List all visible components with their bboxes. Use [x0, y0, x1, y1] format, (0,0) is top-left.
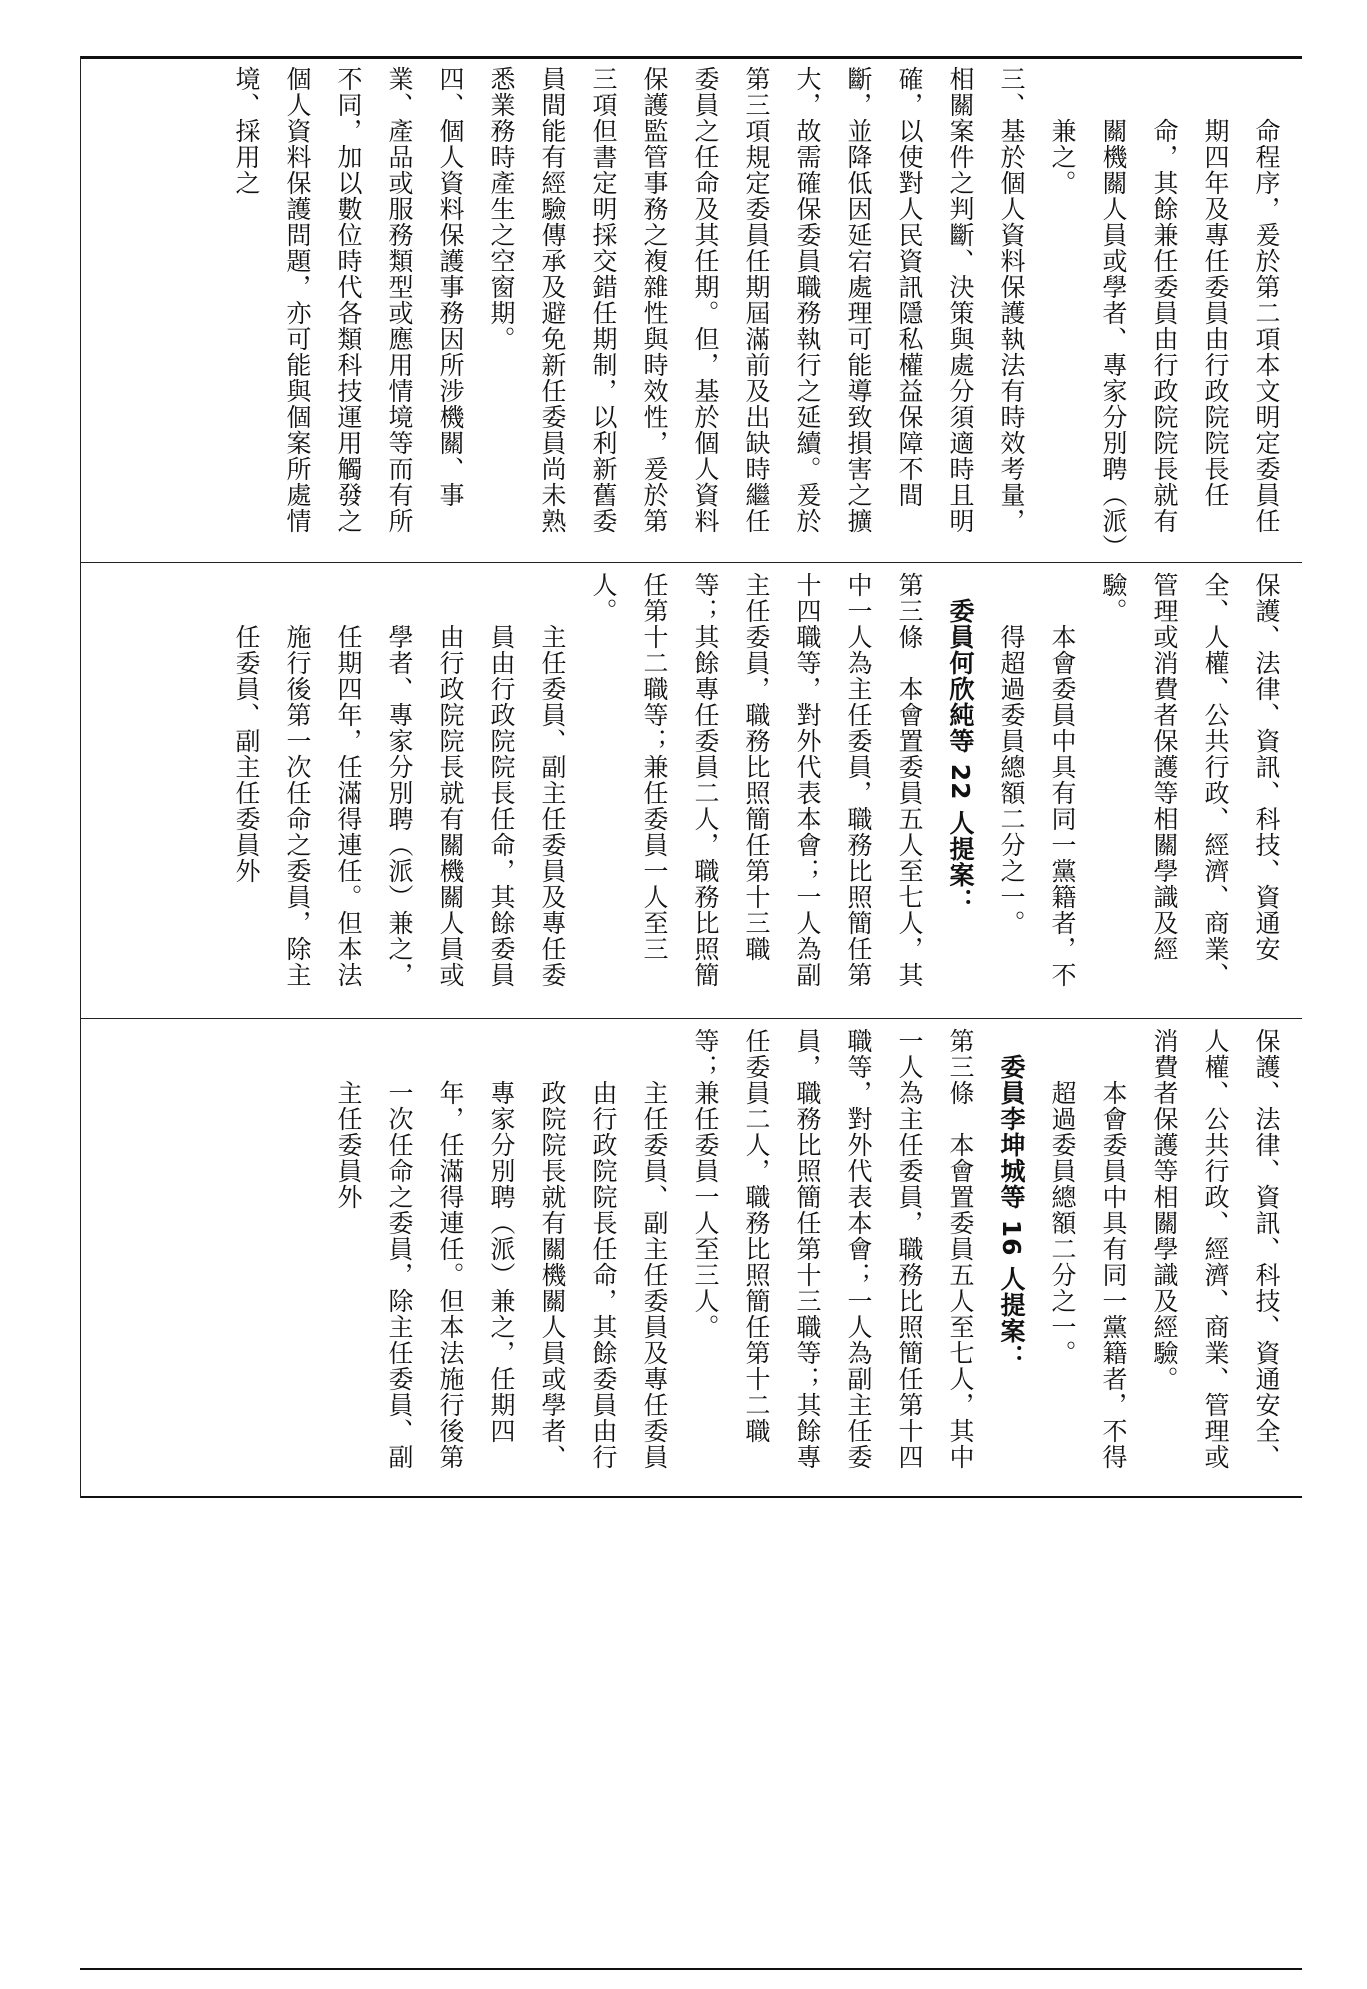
paragraph: 本會委員中具有同一黨籍者，不得超過委員總額二分之一。 — [997, 624, 1077, 988]
paragraph: 第三條 本會置委員五人至七人，其中一人為主任委員，職務比照簡任第十四職等，對外代表本會；一人為副主任委員，職務比照簡任第十三職等；其餘專任委員二人，職務比照簡任第十二職等；兼任委員一人至三人。 — [691, 1028, 975, 1470]
paragraph: 命程序，爰於第二項本文明定委員任期四年及專任委員由行政院院長任命，其餘兼任委員由行政院院長就有關機關人員或學者、專家分別聘（派）兼之。 — [1048, 118, 1281, 548]
paragraph: 第三條 本會置委員五人至七人，其中一人為主任委員，職務比照簡任第十四職等，對外代表本會；一人為副主任委員，職務比照簡任第十三職等；其餘專任委員二人，職務比照簡任第十二職等；兼任委員一人至三人。 — [589, 572, 924, 988]
proposal-heading: 委員李坤城等 16 人提案： — [997, 1054, 1026, 1371]
column-divider-1 — [80, 56, 81, 1498]
page-bottom-rule — [80, 1968, 1302, 1970]
paragraph: 保護、法律、資訊、科技、資通安全、人權、公共行政、經濟、商業、管理或消費者保護等相關學識及經驗。 — [1150, 1028, 1281, 1470]
paragraph: 本會委員中具有同一黨籍者，不得超過委員總額二分之一。 — [1048, 1080, 1128, 1470]
column-divider-2 — [80, 1018, 1302, 1019]
paragraph: 主任委員、副主任委員及專任委員由行政院院長任命，其餘委員由行政院院長就有關機關人員或學者、專家分別聘（派）兼之，任期四年，任滿得連任。但本法施行後第一次任命之委員，除主任委員、副主任委員外 — [232, 624, 567, 988]
paragraph: 四、個人資料保護事務因所涉機關、事業、產品或服務類型或應用情境等而有所不同，加以數位時代各類科技運用觸發之個人資料保護問題，亦可能與個案所處情境、採用之 — [232, 66, 465, 534]
column-divider-3 — [80, 562, 1302, 563]
text-column-1 — [96, 66, 1292, 552]
paragraph: 主任委員、副主任委員及專任委員由行政院院長任命，其餘委員由行政院院長就有關機關人員或學者、專家分別聘（派）兼之，任期四年，任滿得連任。但本法施行後第一次任命之委員，除主任委員、副主任委員外 — [334, 1080, 669, 1470]
proposal-heading: 委員何欣純等 22 人提案： — [946, 598, 975, 915]
text-column-3 — [96, 1028, 1292, 1488]
paragraph: 保護、法律、資訊、科技、資通安全、人權、公共行政、經濟、商業、管理或消費者保護等相關學識及經驗。 — [1099, 572, 1281, 988]
text-column-2 — [96, 572, 1292, 1008]
paragraph: 三、基於個人資料保護執法有時效考量，相關案件之判斷、決策與處分須適時且明確，以使對人民資訊隱私權益保障不間斷，並降低因延宕處理可能導致損害之擴大，故需確保委員職務執行之延續。爰於第三項規定委員任期屆滿前及出缺時繼任委員之任命及其任期。但，基於個人資料保護監管事務之複雜性與時效性，爰於第三項但書定明採交錯任期制，以利新舊委員間能有經驗傳承及避免新任委員尚未熟悉業務時產生之空窗期。 — [487, 66, 1026, 534]
top-rule — [80, 56, 1302, 59]
table-bottom-rule — [80, 1496, 1302, 1498]
